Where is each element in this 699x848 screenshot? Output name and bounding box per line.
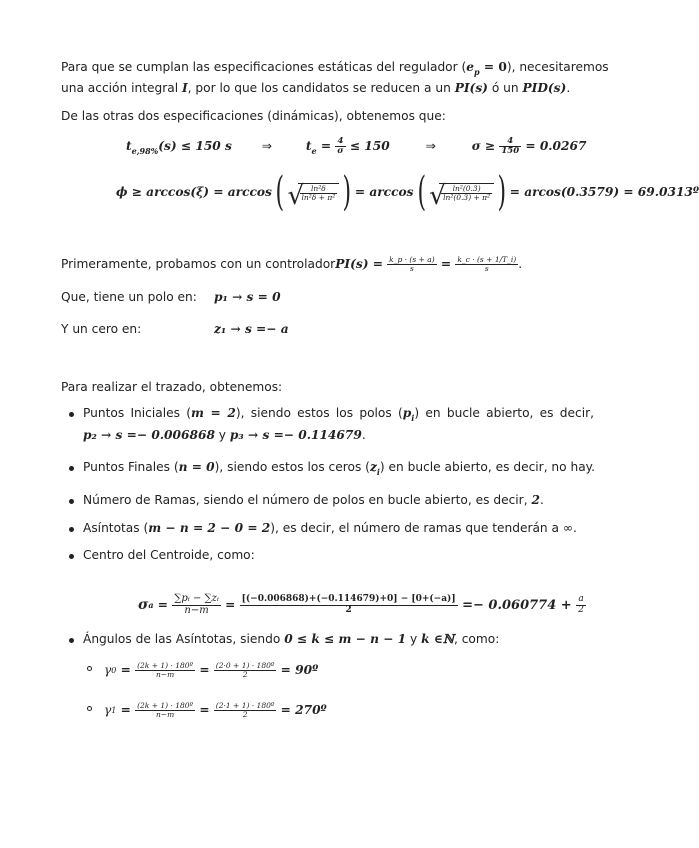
- bullet-marker: [69, 554, 74, 559]
- bullet-asymptote-angles: Ángulos de las Asíntotas, siendo 0 ≤ k ≤ m − n − 1 y k ∈ℕ, como:: [83, 632, 500, 646]
- equation-specs: $t_{e,98\%}(s) \le 150$ s ⇒ $t_e$ = $\frac{4}{\sigma}$ ≤ 150 ⇒ σ ≥ $\frac{4}{150}$ = 0.0267: [126, 136, 587, 156]
- equation-gamma-1: γ 1 = $\frac{\text{(2k + 1) · 180º}}{n-m}$ = $\frac{\text{(2·1 + 1) · 180º}}{2}$ = 270º: [104, 700, 327, 719]
- zero-value: z₁ → s =− a: [214, 322, 289, 336]
- equation-centroid: σ a = $\frac{\text{∑pᵢ − ∑zᵢ}}{n-m}$ = $\frac{[(-0.006868)+(-0.114679)+0] - [0+(-a)]}{2}$ =− 0.060774 + $\frac{a}{2}$: [138, 593, 584, 616]
- equation-gamma-0: γ 0 = $\frac{\text{(2k + 1) · 180º}}{n-m}$ = $\frac{\text{(2·0 + 1) · 180º}}{2}$ = 90º: [104, 660, 319, 679]
- paragraph-1-line-1: Para que se cumplan las especificaciones estáticas del regulador $(e_p = 0)$, necesitaremos: [61, 60, 609, 77]
- bullet-asymptotes: Asíntotas (m − n = 2 − 0 = 2), es decir, el número de ramas que tenderán a ∞.: [83, 521, 577, 535]
- paragraph-3: Primeramente, probamos con un controlador PI(s) = $\frac{k\_p \cdot (s + a)}{s}$ = $\frac{k\_c \cdot (s + 1/T\_i)}{s}$ .: [61, 254, 523, 273]
- pole-value: p₁ → s = 0: [214, 290, 281, 304]
- zero-label: Y un cero en:: [61, 322, 142, 336]
- bullet-initial-points-line-1: Puntos Iniciales (m = 2), siendo estos los polos $(p_i)$ en bucle abierto, es decir,: [83, 406, 594, 423]
- bullet-marker: [69, 499, 74, 504]
- bullet-final-points: Puntos Finales (n = 0), siendo estos los ceros $(z_i)$ en bucle abierto, es decir, no hay.: [83, 460, 596, 477]
- bullet-marker: [69, 412, 74, 417]
- bullet-branches: Número de Ramas, siendo el número de polos en bucle abierto, es decir, 2.: [83, 493, 544, 507]
- sub-bullet-marker: [87, 706, 92, 711]
- bullet-marker: [69, 466, 74, 471]
- bullet-marker: [69, 527, 74, 532]
- bullet-centroid: Centro del Centroide, como:: [83, 548, 255, 562]
- paragraph-2: De las otras dos especificaciones (dinámicas), obtenemos que:: [61, 109, 446, 123]
- pole-label: Que, tiene un polo en:: [61, 290, 197, 304]
- bullet-initial-points-line-2: p₂ → s =− 0.006868 y p₃ → s =− 0.114679.: [83, 428, 366, 442]
- paragraph-4: Para realizar el trazado, obtenemos:: [61, 380, 283, 394]
- equation-phi: ϕ ≥ arccos(ξ) = arccos ( √ $\frac{\text{ln²δ}}{\text{ln²δ + π²}}$ ) = arccos ( √ $\frac{\text{ln²(0.3)}}{\text{ln²(0.3) + π²}}$ ) = arcos(0.3579) = 69.0313º: [116, 169, 699, 215]
- sub-bullet-marker: [87, 666, 92, 671]
- paragraph-1-line-2: una acción integral I, por lo que los candidatos se reducen a un PI(s) ó un PID(s).: [61, 81, 571, 95]
- bullet-marker: [69, 638, 74, 643]
